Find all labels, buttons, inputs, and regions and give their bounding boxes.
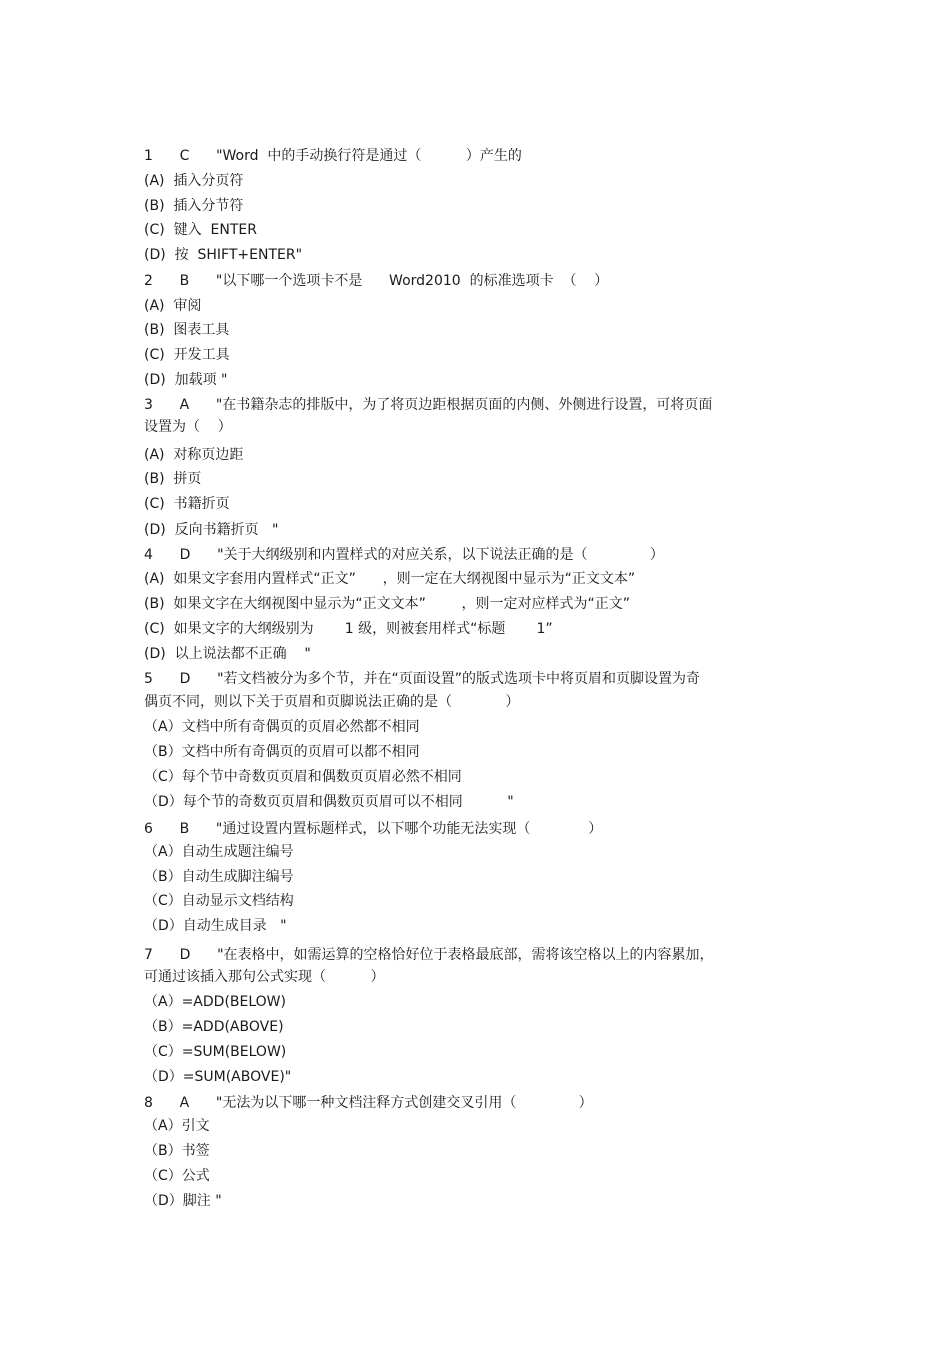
option-d: (D) 反向书籍折页 " <box>144 522 279 538</box>
question-2: 2 B "以下哪一个选项卡不是 Word2010 的标准选项卡 （ ） <box>144 273 609 289</box>
option-b: (B) 如果文字在大纲视图中显示为“正文文本” ，则一定对应样式为“正文” <box>144 596 631 612</box>
option-b: (B) 图表工具 <box>144 322 230 338</box>
question-7-cont: 可通过该插入那句公式实现（ ） <box>144 969 385 985</box>
question-1: 1 C "Word 中的手动换行符是通过（ ）产生的 <box>144 148 522 164</box>
option-d: (D) 以上说法都不正确 " <box>144 646 311 662</box>
option-a: （A）=ADD(BELOW) <box>144 994 286 1010</box>
question-7: 7 D "在表格中，如需运算的空格恰好位于表格最底部，需将该空格以上的内容累加， <box>144 947 714 963</box>
option-d: （D）脚注 " <box>144 1193 222 1209</box>
option-d: （D）每个节的奇数页页眉和偶数页页眉可以不相同 " <box>144 794 514 810</box>
option-d: (D) 按 SHIFT+ENTER" <box>144 247 303 263</box>
option-a: （A）自动生成题注编号 <box>144 844 294 860</box>
option-c: (C) 如果文字的大纲级别为 1 级，则被套用样式“标题 1” <box>144 621 553 637</box>
option-c: (C) 键入 ENTER <box>144 222 257 238</box>
option-d: （D）=SUM(ABOVE)" <box>144 1069 292 1085</box>
question-3: 3 A "在书籍杂志的排版中，为了将页边距根据页面的内侧、外侧进行设置，可将页面 <box>144 397 713 413</box>
option-d: (D) 加载项 " <box>144 372 228 388</box>
option-a: (A) 插入分页符 <box>144 173 244 189</box>
option-c: (C) 开发工具 <box>144 347 230 363</box>
option-c: （C）公式 <box>144 1168 210 1184</box>
question-3-cont: 设置为（ ） <box>144 419 232 435</box>
option-b: (B) 插入分节符 <box>144 198 244 214</box>
question-4: 4 D "关于大纲级别和内置样式的对应关系，以下说法正确的是（ ） <box>144 547 664 563</box>
option-c: （C）自动显示文档结构 <box>144 893 294 909</box>
option-a: (A) 如果文字套用内置样式“正文” ，则一定在大纲视图中显示为“正文文本” <box>144 571 636 587</box>
option-c: (C) 书籍折页 <box>144 496 230 512</box>
option-b: （B）书签 <box>144 1143 210 1159</box>
option-b: (B) 拼页 <box>144 471 202 487</box>
question-5-cont: 偶页不同，则以下关于页眉和页脚说法正确的是（ ） <box>144 694 520 710</box>
option-a: (A) 审阅 <box>144 298 202 314</box>
option-c: （C）=SUM(BELOW) <box>144 1044 287 1060</box>
option-b: （B）自动生成脚注编号 <box>144 869 294 885</box>
option-a: （A）文档中所有奇偶页的页眉必然都不相同 <box>144 719 420 735</box>
option-c: （C）每个节中奇数页页眉和偶数页页眉必然不相同 <box>144 769 462 785</box>
question-8: 8 A "无法为以下哪一种文档注释方式创建交叉引用（ ） <box>144 1095 593 1111</box>
option-b: （B）=ADD(ABOVE) <box>144 1019 284 1035</box>
option-a: （A）引文 <box>144 1118 210 1134</box>
option-d: （D）自动生成目录 " <box>144 918 287 934</box>
option-a: (A) 对称页边距 <box>144 447 244 463</box>
option-b: （B）文档中所有奇偶页的页眉可以都不相同 <box>144 744 420 760</box>
question-5: 5 D "若文档被分为多个节，并在“页面设置”的版式选项卡中将页眉和页脚设置为奇 <box>144 671 701 687</box>
question-6: 6 B "通过设置内置标题样式，以下哪个功能无法实现（ ） <box>144 821 603 837</box>
